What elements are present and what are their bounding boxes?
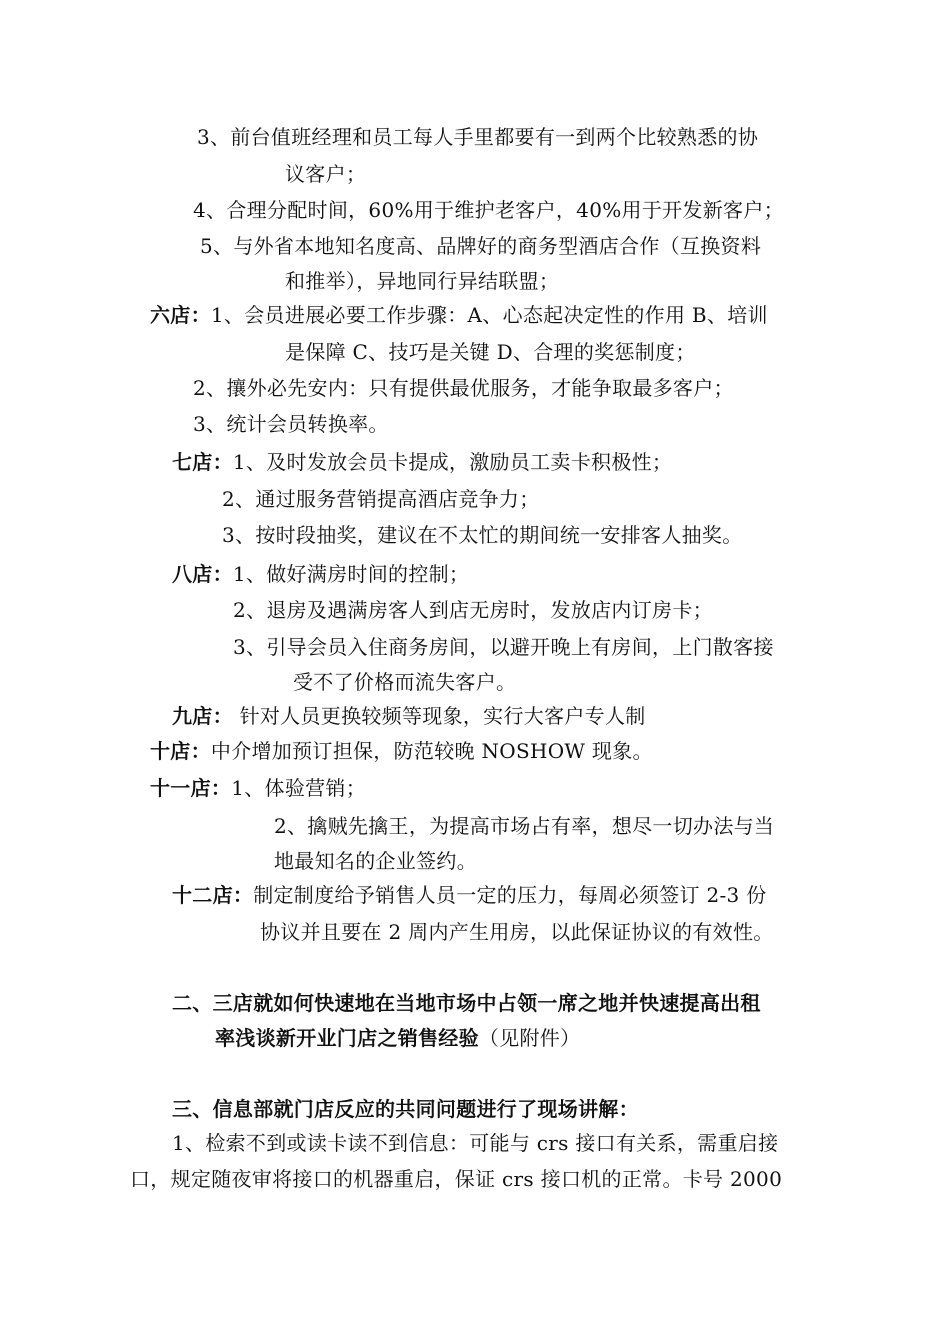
item-line: 5、与外省本地知名度高、品牌好的商务型酒店合作（互换资料 bbox=[200, 234, 762, 258]
item-line: 2、擒贼先擒王，为提高市场占有率，想尽一切办法与当 bbox=[274, 814, 775, 838]
item-line: 受不了价格而流失客户。 bbox=[293, 670, 517, 694]
item-line: 3、引导会员入住商务房间，以避开晚上有房间，上门散客接 bbox=[233, 635, 774, 659]
store-label: 十二店： bbox=[172, 883, 254, 907]
store-line-6: 六店：1、会员进展必要工作步骤：A、心态起决定性的作用 B、培训 bbox=[150, 303, 768, 327]
section-2-heading-cont: 率浅谈新开业门店之销售经验（见附件） bbox=[215, 1026, 581, 1050]
store-label: 十店： bbox=[150, 739, 211, 763]
store-label: 八店： bbox=[172, 562, 233, 586]
item-line: 是保障 C、技巧是关键 D、合理的奖惩制度； bbox=[285, 340, 696, 364]
attachment-note: （见附件） bbox=[478, 1026, 581, 1050]
store-line-10: 十店：中介增加预订担保，防范较晚 NOSHOW 现象。 bbox=[150, 739, 653, 763]
store-line-8: 八店：1、做好满房时间的控制； bbox=[172, 562, 470, 586]
item-line: 地最知名的企业签约。 bbox=[274, 849, 477, 873]
store-line-7: 七店：1、及时发放会员卡提成，激励员工卖卡积极性； bbox=[172, 450, 673, 474]
paragraph-line: 口，规定随夜审将接口的机器重启，保证 crs 接口机的正常。卡号 2000 bbox=[130, 1167, 783, 1191]
section-2-heading: 二、三店就如何快速地在当地市场中占领一席之地并快速提高出租 bbox=[172, 991, 761, 1015]
item-line: 4、合理分配时间，60%用于维护老客户，40%用于开发新客户； bbox=[193, 198, 784, 222]
item-line: 3、前台值班经理和员工每人手里都要有一到两个比较熟悉的协 bbox=[197, 125, 759, 149]
item-line: 和推举），异地同行异结联盟； bbox=[285, 269, 560, 293]
store-line-9: 九店： 针对人员更换较频等现象，实行大客户专人制 bbox=[172, 704, 646, 728]
item-line: 2、退房及遇满房客人到店无房时，发放店内订房卡； bbox=[233, 598, 713, 622]
store-label: 十一店： bbox=[150, 776, 232, 800]
item-line: 2、通过服务营销提高酒店竞争力； bbox=[222, 487, 540, 511]
store-line-11: 十一店：1、体验营销； bbox=[150, 776, 367, 800]
store-label: 七店： bbox=[172, 450, 233, 474]
item-line: 协议并且要在 2 周内产生用房，以此保证协议的有效性。 bbox=[260, 920, 774, 944]
item-line: 2、攘外必先安内：只有提供最优服务，才能争取最多客户； bbox=[193, 376, 734, 400]
store-line-12: 十二店：制定制度给予销售人员一定的压力，每周必须签订 2-3 份 bbox=[172, 883, 767, 907]
item-line: 3、统计会员转换率。 bbox=[193, 412, 389, 436]
store-label: 六店： bbox=[150, 303, 211, 327]
item-line: 议客户； bbox=[285, 162, 367, 186]
paragraph-line: 1、检索不到或读卡读不到信息：可能与 crs 接口有关系，需重启接 bbox=[172, 1131, 779, 1155]
item-line: 3、按时段抽奖，建议在不太忙的期间统一安排客人抽奖。 bbox=[222, 523, 743, 547]
store-label: 九店： bbox=[172, 704, 233, 728]
section-3-heading: 三、信息部就门店反应的共同问题进行了现场讲解： bbox=[172, 1097, 639, 1121]
